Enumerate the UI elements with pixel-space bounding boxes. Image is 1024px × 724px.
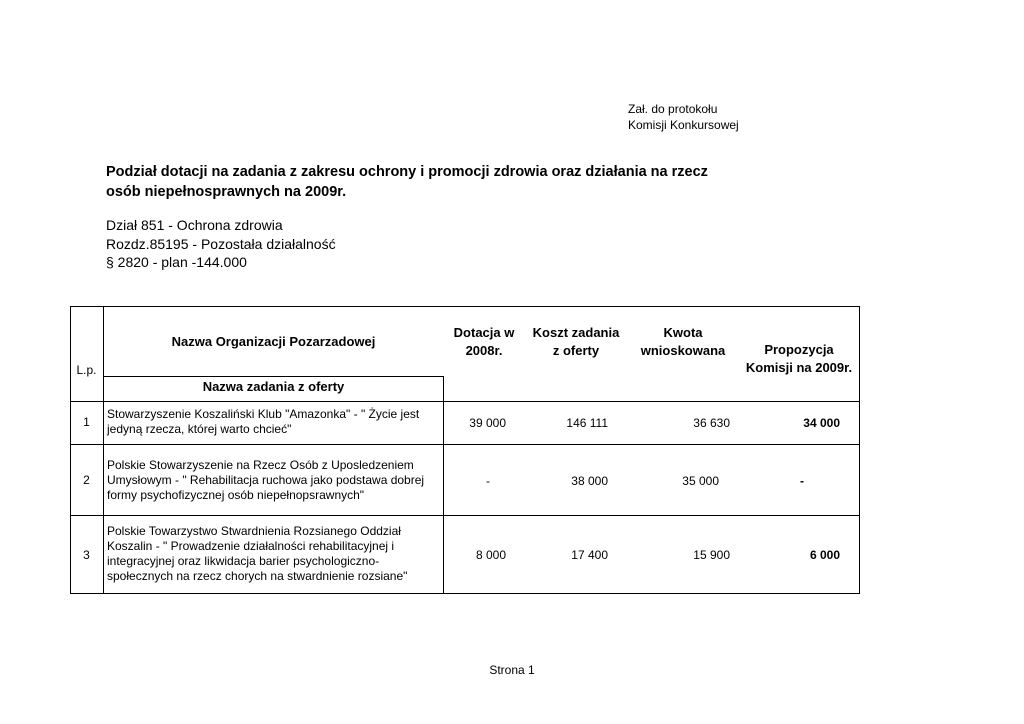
table-border-bottom (70, 593, 860, 594)
org-line: formy psychofizycznej osób niepełnopsrawnych" (107, 488, 365, 502)
header-propozycja-line-1: Propozycja (764, 342, 834, 357)
header-kwota-line-1: Kwota (663, 325, 703, 340)
header-task-name: Nazwa zadania z oferty (202, 379, 345, 394)
header-lp: L.p. (76, 363, 97, 377)
grants-table (70, 306, 860, 594)
row-divider (70, 444, 860, 445)
header-subdivider (103, 376, 444, 377)
header-kwota (628, 324, 738, 360)
row-koszt: 146 111 (566, 416, 608, 430)
row-propozycja: - (800, 474, 804, 488)
document-title (106, 162, 708, 202)
header-dotacja-line-1: Dotacja w (453, 325, 515, 340)
header-dotacja (444, 324, 524, 360)
row-dotacja: 39 000 (469, 416, 506, 430)
info-rozdzial: Rozdz.85195 - Pozostała działalność (106, 235, 336, 252)
annex-note-line-1: Zał. do protokołu (628, 102, 718, 116)
row-org-task (107, 458, 442, 503)
row-lp: 2 (83, 473, 90, 487)
title-line-1: Podział dotacji na zadania z zakresu ochrony i promocji zdrowia oraz działania na rzecz (106, 164, 708, 180)
header-propozycja (738, 341, 860, 377)
org-line: Umysłowym - " Rehabilitacja ruchowa jako podstawa dobrej (107, 473, 425, 487)
row-org-task (107, 407, 442, 437)
header-kwota-line-2: wnioskowana (640, 343, 726, 358)
row-divider (70, 401, 860, 402)
org-line: Polskie Stowarzyszenie na Rzecz Osób z Uposledzeniem (107, 458, 414, 472)
page-footer: Strona 1 (489, 663, 535, 677)
row-koszt: 17 400 (571, 548, 608, 562)
row-propozycja: 6 000 (809, 548, 840, 562)
row-divider (70, 515, 860, 516)
table-border-top (70, 306, 860, 307)
budget-info (106, 216, 336, 272)
row-kwota: 35 000 (682, 474, 719, 488)
header-org-name: Nazwa Organizacji Pozarzadowej (171, 334, 376, 349)
org-line: Koszalin - " Prowadzenie działalności rehabilitacyjnej i (107, 539, 395, 553)
header-koszt (524, 324, 628, 360)
info-paragraf: § 2820 - plan -144.000 (106, 254, 247, 270)
title-line-2: osób niepełnosprawnych na 2009r. (106, 184, 347, 200)
annex-note (628, 101, 739, 133)
org-line: Polskie Towarzystwo Stwardnienia Rozsianego Oddział (107, 524, 401, 538)
header-koszt-line-2: z oferty (552, 343, 600, 358)
annex-note-line-2: Komisji Konkursowej (628, 118, 739, 132)
row-kwota: 36 630 (693, 416, 730, 430)
row-lp: 3 (83, 548, 90, 562)
org-line: Stowarzyszenie Koszaliński Klub "Amazonka" - " Życie jest (107, 407, 420, 421)
row-dotacja: 8 000 (475, 548, 506, 562)
header-propozycja-line-2: Komisji na 2009r. (745, 360, 853, 375)
row-lp: 1 (83, 415, 90, 429)
row-kwota: 15 900 (693, 548, 730, 562)
org-line: integracyjnej oraz likwidacja barier psychologiczno- (107, 554, 380, 568)
row-dotacja: - (486, 474, 490, 488)
org-line: jedyną rzecza, której warto chcieć" (107, 422, 292, 436)
row-propozycja: 34 000 (803, 416, 840, 430)
info-dzial: Dział 851 - Ochrona zdrowia (106, 217, 283, 233)
header-dotacja-line-2: 2008r. (465, 343, 503, 358)
org-line: społecznych na rzecz chorych na stwardnienie rozsiane" (107, 569, 408, 583)
row-org-task (107, 524, 442, 584)
header-koszt-line-1: Koszt zadania (532, 325, 620, 340)
row-koszt: 38 000 (571, 474, 608, 488)
